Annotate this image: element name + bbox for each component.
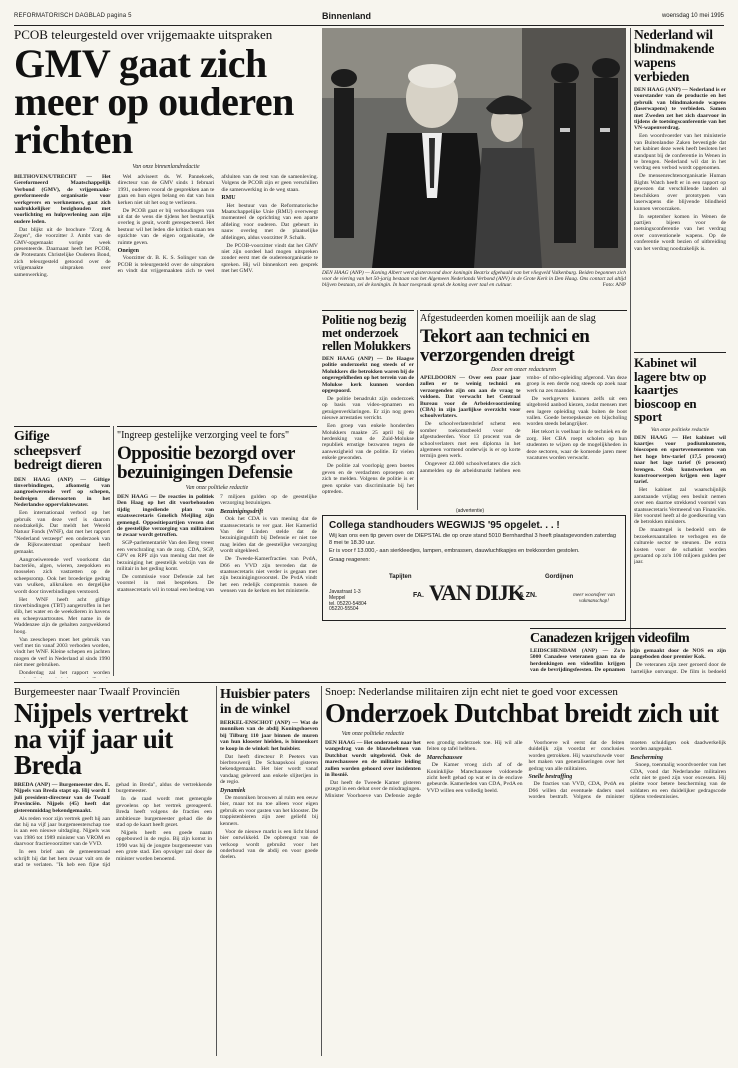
column-rule-huisbier <box>216 686 217 1056</box>
ad-address-street: Javastraat 1-3 <box>329 589 361 595</box>
wapens-body <box>634 87 726 252</box>
photo-credit: Foto: ANP <box>602 282 626 289</box>
wapens-p2: De mensenrechtenorganisatie Human Rights Watch heeft er in een rapport op gewezen dat verschillende landen al beschikken over prototypen van laserwapens die blijvende blindheid kunnen veroorzaken. <box>634 173 726 212</box>
paper-title: REFORMATORISCH DAGBLAD pagina 5 <box>14 13 132 19</box>
molukkers-p2: Een groep van enkele honderden Molukkers maakte 25 april bij de herdenking van de Zuid-Molukse republiek ernstige bezwaren tegen de aanwezigheid van de politie. Er vielen enkele gewonden. <box>322 423 414 462</box>
scheeps-article <box>14 430 110 678</box>
scheeps-p2: Aangroeiwerende verf voorkomt dat bacteriën, algen, wieren, zeepokken en mosselen zich vastzetten op de scheepsromp. Ook het broederige gedrag van wulken, alikruiken en dergelijke wordt door tinverbindingen verstoord. <box>14 556 110 595</box>
masthead-rule <box>14 25 724 26</box>
wapens-headline: Nederland wil blindmakende wapens verbieden <box>634 28 715 84</box>
molukkers-p3: De politie zal voorlopig geen boetes geven en de verdachten oproepen om zich te melden. Volgens de politie is er geen sprake van discriminatie bij het optreden. <box>322 463 414 495</box>
nijpels-p2: In een brief aan de gemeenteraad schrijft hij dat het hem zwaar valt om de stad te verlaten. "Ik heb een fijne tijd gehad in Breda", aldus de vertrekkende burgemeester. <box>14 782 212 869</box>
scheeps-p4: Van zeeschepen moet het gebruik van verf met tin vanaf 2003 verboden worden, vindt het WNF. Kleine schepen en jachten mogen de verf in Nederland al sinds 1990 niet meer gebruiken. <box>14 636 110 669</box>
ad-left-label: Tapijten <box>389 574 412 580</box>
scheeps-p1: Een internationaal verbod op het gebruik van deze verf is daarom noodzakelijk. Dat meldt het Wereld Natuur Fonds (WNF), dat met het rapport "Nederland verzeept" een onderzoek van de Rijkswaterstaat openbaar heeft gemaakt. <box>14 510 110 555</box>
ad-address-city: Meppel <box>329 594 346 601</box>
defensie-rule <box>117 426 317 427</box>
wapens-p3: In september komen in Wenen de partijen bijeen voor de toetsingsconferentie van het verdrag over conventionele wapens. Op de conferentie wordt bezien of uitbreiding van het verdrag noodzakelijk is. <box>634 213 726 252</box>
defensie-kicker: "Ingreep gestelijke verzorging veel te fors" <box>117 430 290 441</box>
pcob-headline: GMV gaat zich meer op ouderen richten <box>14 41 294 162</box>
dutchbat-sub-bestraffing: Snelle bestraffing <box>528 774 573 781</box>
pcob-byline: Van onze binnenlandredactie <box>132 164 200 170</box>
nijpels-p4: Nijpels heeft een goede naam opgebouwd in de regio. Bij zijn komst in 1990 was hij de jongste burgemeester van een grote stad. Een opvolger zal door de minister worden benoemd. <box>116 830 212 862</box>
huisbier-sub: Dynamiek <box>220 787 246 794</box>
nijpels-article <box>14 686 212 1056</box>
masthead <box>14 12 724 24</box>
btw-lead: DEN HAAG — Het kabinet wil kaartjes voor podiumkunsten, bioscopen en sportevenementen van het hoge btw-tarief (17,5 procent) naar het lage tarief (6 procent) brengen. Ook kunstwerken en kunstvoorwerpen krijgen een lager tarief. <box>634 434 726 486</box>
ad-phone-2: 05220-55504 <box>329 606 359 613</box>
dutchbat-p5: Snoep, toenmalig woordvoerder van het CDA, vond dat Nederlandse militairen echt niet te goed zijn voor excessen. Hij pleitte voor betere bescherming van de soldaten en een duidelijker gedragscode tijdens vredesmissies. <box>630 762 726 801</box>
photo-caption-text: DEN HAAG (ANP) — Koning Albert werd gisteravond door koningin Beatrix afgehaald van het vliegveld Valkenburg. Beiden begonnen zich voor de viering van het 50-jarig bestaan van het Algemeen Nederlands Verbond (ANV) in de Grote Kerk in Den Haag. Ons contact zal altijd blijven bestaan, zei de koningin. In haar toespraak sprak de koning over taal en cultuur. <box>322 270 626 289</box>
huisbier-article <box>220 688 318 1056</box>
dutchbat-p3: Voorhoeve wil eerst dat de feiten duidelijk zijn voordat er conclusies worden getrokken. Hij waarschuwde voor het maken van generaliseringen over het gedrag van alle militairen. <box>528 740 625 772</box>
ad-right-label: Gordijnen <box>545 574 574 580</box>
defensie-article <box>117 430 317 678</box>
nijpels-kicker: Burgemeester naar Twaalf Provinciën <box>14 686 180 698</box>
huisbier-lead: BERKEL-ENSCHOT (ANP) — Wat de monniken van de abdij Koningshoeven bij Tilburg 110 jaar binnen de muren van hun klooster hielden, is binnenkort te koop in de winkel: het huisbier. <box>220 720 318 752</box>
ad-logo <box>413 580 537 610</box>
scheeps-p3: Het WNF heeft acht giftige tinverbindingen (TBT) aangetroffen in het slib, het water en de weekdieren in havens en scheepvaartroutes. Met name in de Waddenzee zijn de gehalten zorgwekkend hoog. <box>14 596 110 635</box>
dutchbat-byline: Van onze politieke redactie <box>341 731 405 737</box>
tekort-rule <box>420 310 627 311</box>
lower-section-rule <box>14 682 726 683</box>
tekort-kicker: Afgestudeerden komen moeilijk aan de slag <box>420 313 596 324</box>
tekort-lead: APELDOORN — Over een paar jaar zullen er te weinig technici en verzorgenden zijn om aan de vraag te voldoen. Dat verwacht het Centraal Bureau voor de Arbeidsvoorziening (CBA) in zijn jaarlijkse overzicht voor schoolverlaters. <box>420 375 521 420</box>
huisbier-p3: Voor de nieuwe markt is een licht blond bier ontwikkeld. De opbrengst van de verkoop wordt gebruikt voor het onderhoud van de abdij en voor goede doelen. <box>220 828 318 861</box>
pcob-p2: Wel adviseert ds. W. Pannekoek, directeur van de GMV sinds 1 februari 1991, ouderen vooral de gesprekken aan te gaan en hun eigen belang en dat van hun kerken niet uit het oog te verliezen. <box>117 174 215 206</box>
canadezen-p1: De veteranen zijn zeer geroerd door de hartelijke ontvangst. De film is bedoeld <box>631 662 726 675</box>
btw-headline: Kabinet wil lagere btw op kaartjes bioscoop en sport <box>634 356 707 424</box>
ad-reward: Graag reageren: <box>329 556 371 563</box>
column-rule-dutchbat <box>321 686 322 1056</box>
ad-logo-suffix: & ZN. <box>518 592 537 599</box>
btw-p1: Het kabinet zal waarschijnlijk aanstaande vrijdag een besluit nemen over een daartoe strekkend voorstel van staatssecretaris Vermeend van Financiën. Het voorstel heeft al de goedkeuring van de betrokken ministers. <box>634 487 726 526</box>
dutchbat-kicker: Snoep: Nederlandse militairen zijn echt niet te goed voor excessen <box>325 686 618 698</box>
tekort-p1: De schoolverlatersbrief schetst een somber toekomstbeeld voor de afgestudeerden. Voor 13 procent van de schoolverlaters met een diploma in het algemeen vormend onderwijs is er op korte termijn geen werk. <box>420 421 521 460</box>
dutchbat-body <box>325 740 726 1045</box>
defensie-body <box>117 494 317 678</box>
pcob-lead: BILTHOVEN/UTRECHT — Het Gereformeerd Maatschappelijk Verbond (GMV), de vrijgemaakt-gereformeerde organisatie voor werkgevers en werknemers, gaat zich nadrukkelijker bezighouden met voorlichting en hulpverlening aan zijn oudere leden. <box>14 174 111 225</box>
scheeps-rule <box>14 426 110 427</box>
issue-date: woensdag 10 mei 1995 <box>661 13 724 19</box>
canadezen-body <box>530 648 726 678</box>
section-title: Binnenland <box>322 12 371 21</box>
ad-logo-fa: FA. <box>413 592 424 599</box>
scheeps-lead: DEN HAAG (ANP) — Giftige tinverbindingen, afkomstig van aangroeiwerende verf op schepen, bedreigen diersoorten in het Nederlandse oppervlaktewater. <box>14 476 110 509</box>
news-photo <box>322 28 626 268</box>
column-rule-defensie <box>113 426 114 676</box>
pcob-body <box>14 174 318 423</box>
photo-caption <box>322 270 626 306</box>
btw-byline: Van onze politieke redactie <box>650 426 710 433</box>
huisbier-headline: Huisbier paters in de winkel <box>220 688 310 717</box>
molukkers-body <box>322 356 414 495</box>
defensie-p1: SGP-parlementariër Van den Berg vreest een verschraling van de zorg. CDA, SGP, GPV en RPF zijn van mening dat met de bezuiniging het geestelijk welzijn van de militair in het geding komt. <box>117 540 214 573</box>
molukkers-rule <box>322 310 414 311</box>
ad-slogan: meer woonsfeer van vakmanschap! <box>573 592 615 604</box>
pcob-article <box>14 28 318 423</box>
dutchbat-sub-marechaussee: Marechaussee <box>426 754 463 761</box>
molukkers-headline: Politie nog bezig met onderzoek rellen Molukkers <box>322 314 411 353</box>
pcob-sub-oneigen: Oneigen <box>117 248 139 255</box>
huisbier-p2: De monniken brouwen al ruim een eeuw bier, maar tot nu toe alleen voor eigen gebruik en voor gasten van het klooster. De trappistenbieren zijn zeer geliefd bij kenners. <box>220 795 318 827</box>
dutchbat-article <box>325 686 726 1056</box>
defensie-lead: DEN HAAG — De reacties in politiek Den Haag op het dit voorbehouden tijdig ingediende plan van staatssecretaris Gmelich Meijling zijn gemengd. Oppositiepartijen vrezen dat de geestelijke verzorging van militairen te zwaar wordt getroffen. <box>117 494 214 539</box>
tekort-byline: Door een onzer redacteuren <box>490 367 557 373</box>
nijpels-headline: Nijpels vertrekt na vijf jaar uit Breda <box>14 698 188 780</box>
ad-logo-name: VAN DIJK <box>429 580 524 605</box>
wapens-article <box>634 28 726 348</box>
column-rule-right <box>630 28 631 668</box>
tekort-p4: Het tekort is voelbaar in de techniek en de zorg. Het CBA roept scholen op hun studenten te wijzen op de mogelijkheden in deze sectoren, waar de komende jaren meer vacatures worden verwacht. <box>526 429 627 462</box>
btw-p2: De maatregel is bedoeld om de bezoekersaantallen te verhogen en de culturele sector te steunen. De extra kosten voor de schatkist worden geraamd op zo'n 100 miljoen gulden per jaar. <box>634 527 726 566</box>
ad-body-2: Er is voor f 13.000,- aan sierkleedjes, lampen, embrassen, dauwluchtkapjes en trekkoorden gestolen. <box>329 548 580 555</box>
pcob-sub-rmu: RMU <box>221 195 236 202</box>
scheeps-body <box>14 477 110 679</box>
dutchbat-p2: De Kamer vroeg zich af of de Koninklijke Marechaussee voldoende zicht heeft gehad op wat er in de enclave gebeurde. Kamerleden van CDA, PvdA en VVD willen een volledig beeld. <box>426 762 523 794</box>
canadezen-lead: LEIDSCHENDAM (ANP) — Zo'n 5000 Canadese veteranen gaan na de herdenkingen een videofilm krijgen van de bevrijdingsfeesten. De opnamen zijn gemaakt door de NOS en zijn aangeboden door premier Kok. <box>530 648 726 674</box>
molukkers-article <box>322 314 414 510</box>
scheeps-headline: Gifige scheepsverf bedreigt dieren <box>14 430 102 473</box>
advertisement <box>322 515 626 621</box>
defensie-p2: De commissie voor Defensie zal het voorstel in mei bespreken. De staatssecretaris wil in totaal een bedrag van 7 miljoen gulden op de geestelijke verzorging bezuinigen. <box>117 494 317 593</box>
dutchbat-p4: De fracties van VVD, CDA, PvdA en D66 willen dat eventuele daders snel worden bestraft. Volgens de minister moeten schuldigen ook daadwerkelijk worden aangepakt. <box>528 740 726 801</box>
pcob-p3: De PCOB gaat er bij verhoudingen van uit dat de wens die tijdens het bestuurlijk overleg is geuit, wordt gerespecteerd. Het bestuur wil het leden die kritisch staan ten opzichte van de eigen organisatie, de ruimte geven. <box>117 207 215 246</box>
column-rule-tekort <box>417 310 418 510</box>
pcob-p4: Voorzitter dr. B. K. S. Solinger van de PCOB is teleurgesteld over de uitspraken en vindt dat vrijgemaakten zich te veel afsluiten van de rest van de samenleving. Volgens de PCOB zijn er geen verschillen die samenwerking in de weg staan. <box>117 174 318 275</box>
ad-title: Collega standhouders WEGWIJS '95 opgelet. . . ! <box>329 520 560 531</box>
pcob-p6: De PCOB-voorzitter vindt dat het GMV niet zijn oordeel had mogen uitspreken zonder eerst met de ouderenorganisatie te spreken. Hij wil binnenkort een gesprek met het GMV. <box>221 242 318 275</box>
canadezen-article <box>530 631 726 679</box>
nijpels-p1: Als reden voor zijn vertrek geeft hij aan dat hij na vijf jaar burgemeesterschap toe is aan een nieuwe uitdaging. Nijpels was van 1986 tot 1989 minister van VROM en daarvoor fractievoorzitter van de VVD. <box>14 815 110 848</box>
ad-address <box>329 590 367 613</box>
molukkers-p1: De politie benadrukt zijn onderzoek op basis van video-opnamen en getuigenverklaringen. Er zijn nog geen nieuwe arrestaties verricht. <box>322 396 414 422</box>
defensie-sub: Bezuinigingsdrift <box>220 508 264 515</box>
wapens-lead: DEN HAAG (ANP) — Nederland is er voorstander van de productie en het gebruik van blindmakende wapens (laserwapens) te verbieden. Samen met Zweden zet het zich daarvoor in tijdens de toetsingsconferentie van het VN-wapenverdrag. <box>634 87 726 132</box>
canadezen-rule <box>530 628 726 629</box>
pcob-p5: Het bestuur van de Reformatorische Maatschappelijke Unie (RMU) overweegt momenteel de oprichting van een aparte afdeling voor ouderen. Dat gebeurt in nauw overleg met de plaatselijke afdelingen, aldus voorzitter P. Schalk. <box>221 202 318 241</box>
defensie-byline: Van onze politieke redactie <box>185 485 249 491</box>
ad-body: Wij kan ons een tip geven over de DIEPSTAL die op onze stand 5010 Bernhardhal 3 heeft plaatsgevonden zaterdag 8 mei te 18.30 uur. <box>329 533 617 546</box>
scheeps-p5: Donderdag zal het rapport worden <box>19 670 110 677</box>
defensie-p3: Ook het CDA is van mening dat de staatssecretaris te ver gaat. Het Kamerlid Van der Linden stelde dat de bezuinigingsdrift bij Defensie er niet toe mag leiden dat de geestelijke verzorging wordt uitgekleed. <box>220 516 317 555</box>
dutchbat-sub-bescherming: Bescherming <box>630 754 663 761</box>
btw-article <box>634 356 726 668</box>
tekort-p2: Ongeveer 42.000 schoolverlaters die zich aanmelden op de arbeidsmarkt hebben een vmbo- of mbo-opleiding afgerond. Van deze groep is een derde nog steeds op zoek naar werk na zes maanden. <box>420 375 627 474</box>
dutchbat-lead: DEN HAAG — Het onderzoek naar het wangedrag van de blauwhelmen van Dutchbat wordt uitgebreid. Ook de marechaussee en de militaire leiding zullen worden gehoord over incidenten in Bosnië. <box>325 740 421 779</box>
nijpels-p3: In de raad wordt met gemengde gevoelens op het vertrek gereageerd. Breda heeft volgens de fracties een ambitieuze burgemeester gehad die de stad op de kaart heeft gezet. <box>116 796 212 829</box>
tekort-p3: De werkgevers kunnen zelfs uit een uitgebreid aanbod kiezen, zodat mensen met een lagere opleiding vaak buiten de boot vallen. Goede beroepskeuze en bijscholing worden steeds belangrijker. <box>526 395 627 428</box>
pcob-kicker: PCOB teleurgesteld over vrijgemaakte uitspraken <box>14 28 273 42</box>
wapens-p1: Een woordvoerder van het ministerie van Buitenlandse Zaken bevestigde dat het kabinet deze week heeft besloten het standpunt bij de conferentie in Wenen in te brengen. Nederland wil dat in het verdrag een verbod wordt opgenomen. <box>634 133 726 172</box>
defensie-p4: De Tweede-Kamerfracties van PvdA, D66 en VVD zijn tevreden dat de staatssecretaris niet verder is gegaan met zijn bezuinigingsvoorstel. De PvdA vindt het een redelijk compromis tussen de wensen van de kerken en het ministerie. <box>220 556 317 595</box>
tekort-article <box>420 313 627 510</box>
btw-body <box>634 435 726 566</box>
pcob-p1: Dat blijkt uit de brochure "Zorg & Zegen", die voorzitter J. Ambt van de GMV-opgemaakt vorige week presenteerde. Daarnaast heeft het PCOB, de Protestants Christelijke Ouderen Bond, zich teleurgesteld getoond over de vrijgemaakte uitspraken over samenwerking. <box>14 226 111 278</box>
btw-rule <box>634 352 726 353</box>
dutchbat-headline: Onderzoek Dutchbat breidt zich uit <box>325 698 719 728</box>
tekort-headline: Tekort aan technici en verzorgenden dreigt <box>420 326 590 366</box>
dutchbat-p1: Dat heeft de Tweede Kamer gisteren gezegd in een debat over de misdragingen. Minister Voorhoeve van Defensie zegde een grondig onderzoek toe. Hij wil alle feiten op tafel hebben. <box>325 740 523 799</box>
defensie-headline: Oppositie bezorgd over bezuinigingen Defensie <box>117 443 295 483</box>
molukkers-lead: DEN HAAG (ANP) — De Haagse politie onderzoekt nog steeds of er Molukkers die betrokken waren bij de ongeregeldheden op het terrein van de Molukse kerk kunnen worden opgespoord. <box>322 356 414 395</box>
huisbier-p1: Dat heeft directeur P. Peeters van bierbrouwerij De Schaapskooi gisteren bekendgemaakt. Het bier wordt vanaf vandaag geleverd aan enkele slijterijen in de regio. <box>220 753 318 786</box>
nijpels-lead: BREDA (ANP) — Burgemeester drs. E. Nijpels van Breda stapt op. Hij wordt 1 juli president-directeur van de Twaalf Provinciën. Nijpels (45) heeft dat gisterenmiddag bekendgemaakt. <box>14 782 110 814</box>
advertisement-label: (advertentie) <box>455 508 485 514</box>
canadezen-headline: Canadezen krijgen videofilm <box>530 631 690 646</box>
tekort-body <box>420 375 627 509</box>
photo-image <box>322 28 626 268</box>
huisbier-body <box>220 720 318 861</box>
ad-phone-1: tel. 05220-54804 <box>329 600 367 607</box>
nijpels-body <box>14 782 212 1056</box>
